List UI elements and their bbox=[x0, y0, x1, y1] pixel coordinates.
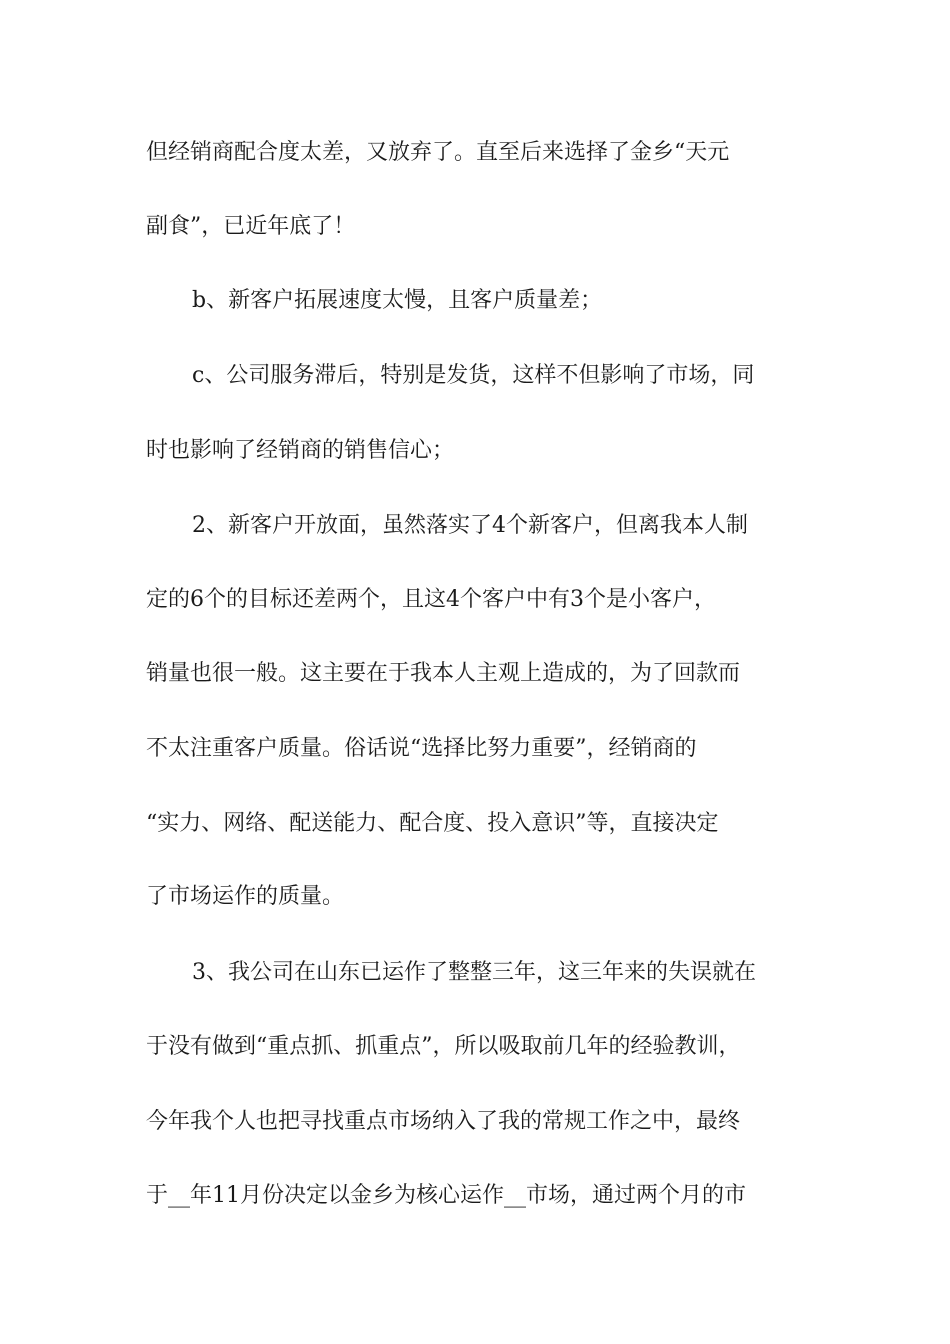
text-line-13: 于没有做到“重点抓、抓重点”，所以吸取前几年的经验教训， bbox=[146, 1034, 741, 1059]
text-line-12: 3、我公司在山东已运作了整整三年，这三年来的失误就在 bbox=[192, 960, 756, 985]
text-line-3: b、新客户拓展速度太慢，且客户质量差； bbox=[192, 288, 603, 313]
text-line-7: 定的6个的目标还差两个，且这4个客户中有3个是小客户， bbox=[146, 587, 716, 612]
text-line-5: 时也影响了经销商的销售信心； bbox=[146, 438, 455, 463]
text-line-15: 于__年11月份决定以金乡为核心运作__市场，通过两个月的市 bbox=[146, 1183, 746, 1208]
text-line-10: “实力、网络、配送能力、配合度、投入意识”等，直接决定 bbox=[146, 811, 719, 836]
text-line-11: 了市场运作的质量。 bbox=[146, 884, 345, 909]
text-line-6: 2、新客户开放面，虽然落实了4个新客户，但离我本人制 bbox=[192, 513, 748, 538]
text-line-1: 但经销商配合度太差，又放弃了。直至后来选择了金乡“天元 bbox=[146, 140, 730, 165]
text-line-8: 销量也很一般。这主要在于我本人主观上造成的，为了回款而 bbox=[146, 661, 741, 686]
text-line-9: 不太注重客户质量。俗话说“选择比努力重要”，经销商的 bbox=[146, 736, 697, 761]
text-line-2: 副食”，已近年底了！ bbox=[146, 214, 356, 239]
text-line-4: c、公司服务滞后，特别是发货，这样不但影响了市场，同 bbox=[192, 363, 755, 388]
text-line-14: 今年我个人也把寻找重点市场纳入了我的常规工作之中，最终 bbox=[146, 1109, 741, 1134]
